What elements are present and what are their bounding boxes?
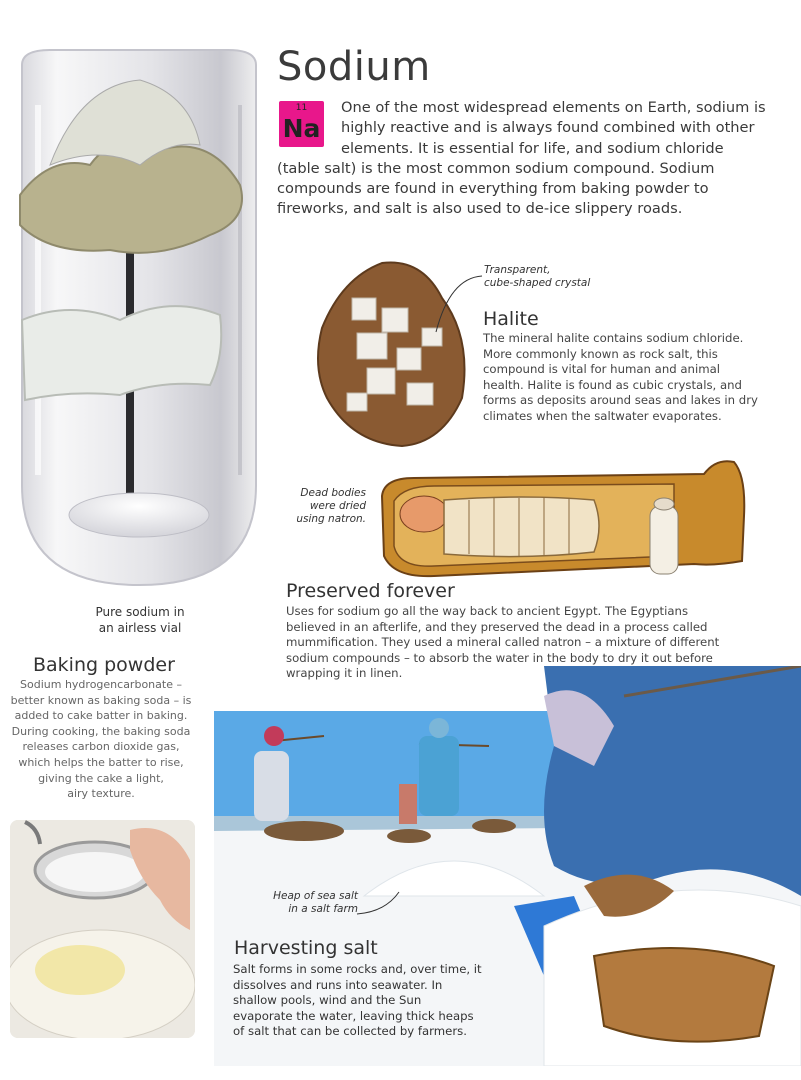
preserved-heading: Preserved forever	[286, 580, 455, 602]
mummy-annotation: Dead bodies were dried using natron.	[296, 487, 366, 525]
baking-body: Sodium hydrogencarbonate – better known as baking soda – is added to cake batter in baking. During cooking, the baking soda releases carbon dioxide gas, which helps the batter to rise, giving the cake a light, airy texture.	[10, 678, 192, 801]
harvest-annotation: Heap of sea salt in a salt farm	[273, 890, 358, 915]
intro-paragraph	[277, 98, 767, 220]
mummy-coffin-image	[374, 456, 748, 584]
sodium-vial-image	[10, 45, 268, 600]
vial-caption: Pure sodium in an airless vial	[95, 605, 185, 635]
harvest-heading: Harvesting salt	[234, 937, 378, 959]
intro-text: One of the most widespread elements on Earth, sodium is highly reactive and is always found combined with other elements. It is essential for life, and sodium chloride (table salt) is the most common sodium compound. Sodium compounds are found in everything from baking powder to fireworks, and salt is also used to de-ice slippery roads.	[277, 99, 766, 218]
halite-annotation: Transparent, cube-shaped crystal	[484, 264, 591, 289]
baking-heading: Baking powder	[33, 654, 175, 676]
halite-leader-line	[430, 272, 485, 337]
harvest-leader-line	[355, 890, 405, 920]
atomic-number: 11	[295, 103, 308, 113]
halite-heading: Halite	[483, 308, 539, 330]
harvest-body: Salt forms in some rocks and, over time, it dissolves and runs into seawater. In shallow pools, wind and the Sun evaporate the water, leaving thick heaps of salt that can be collected by farmers.	[233, 962, 482, 1039]
element-symbol: Na	[282, 114, 321, 143]
page-title: Sodium	[277, 44, 431, 90]
preserved-body: Uses for sodium go all the way back to ancient Egypt. The Egyptians believed in an afterlife, and they preserved the dead in a process called mummification. They used a mineral called natron – a mixture of different sodium compounds – to absorb the water in the body to dry it out before wrapping it in linen.	[286, 604, 720, 681]
halite-body: The mineral halite contains sodium chloride. More commonly known as rock salt, this compound is vital for human and animal health. Halite is found as cubic crystals, and forms as deposits around seas and lakes in dry climates when the saltwater evaporates.	[483, 331, 758, 423]
baking-image	[10, 820, 195, 1038]
